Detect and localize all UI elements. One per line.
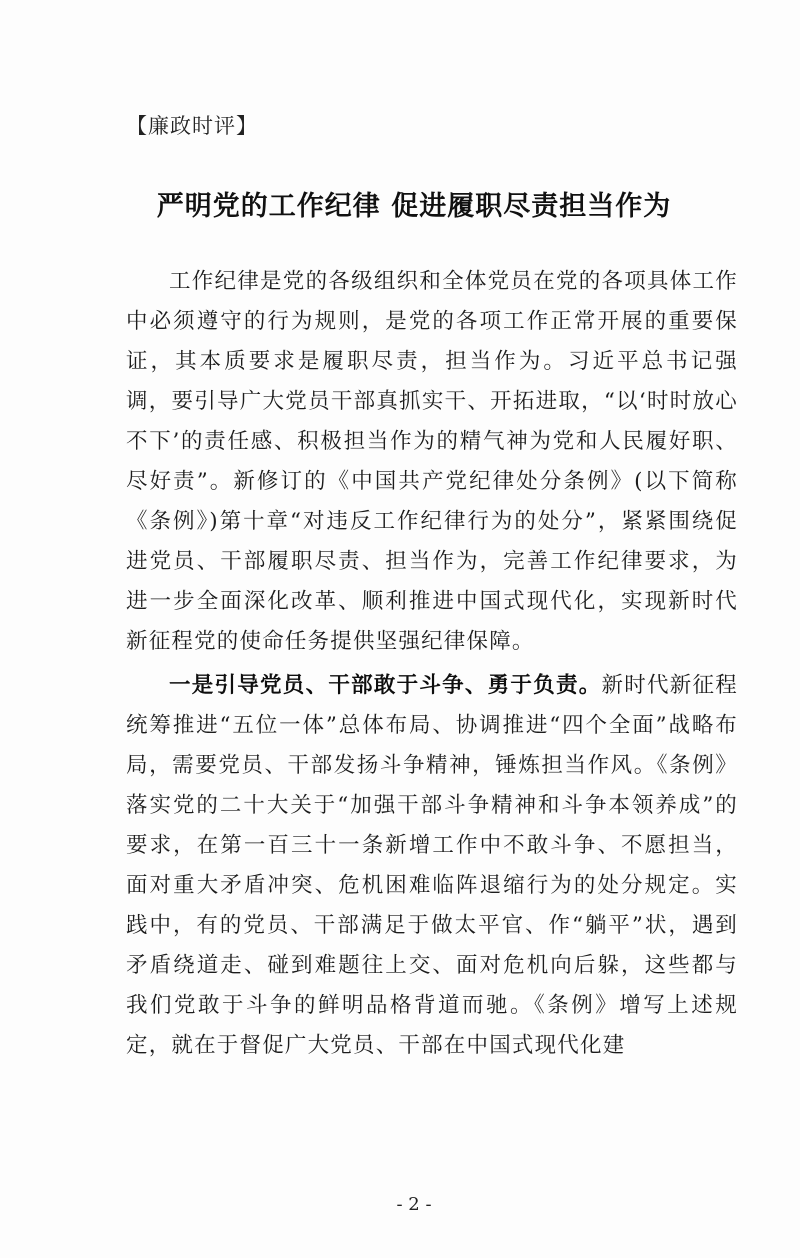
paragraph-2-text: 新时代新征程统筹推进“五位一体”总体布局、协调推进“四个全面”战略布局，需要党员、干部发扬斗争精神，锤炼担当作风。《条例》落实党的二十大关于“加强干部斗争精神和斗争本领养成”的要求，在第一百三十一条新增工作中不敢斗争、不愿担当，面对重大矛盾冲突、危机困难临阵退缩行为的处分规定。实践中，有的党员、干部满足于做太平官、作“躺平”状，遇到矛盾绕道走、碰到难题往上交、面对危机向后躲，这些都与我们党敢于斗争的鲜明品格背道而驰。《条例》增写上述规定，就在于督促广大党员、干部在中国式现代化建 xyxy=(126,673,738,1058)
paragraph-1-text: 工作纪律是党的各级组织和全体党员在党的各项具体工作中必须遵守的行为规则，是党的各项工作正常开展的重要保证，其本质要求是履职尽责，担当作为。习近平总书记强调，要引导广大党员干部真抓实干、开拓进取，“以‘时时放心不下’的责任感、积极担当作为的精气神为党和人民履好职、尽好责”。新修订的《中国共产党纪律处分条例》(以下简称《条例》)第十章“对违反工作纪律行为的处分”，紧紧围绕促进党员、干部履职尽责、担当作为，完善工作纪律要求，为进一步全面深化改革、顺利推进中国式现代化，实现新时代新征程党的使命任务提供坚强纪律保障。 xyxy=(126,269,738,654)
article-title: 严明党的工作纪律 促进履职尽责担当作为 xyxy=(156,191,672,222)
article-body xyxy=(126,262,738,1066)
paragraph-2 xyxy=(126,666,738,1066)
page-number: - 2 - xyxy=(396,1194,432,1215)
column-tag: 【廉政时评】 xyxy=(126,114,258,138)
paragraph-2-lead: 一是引导党员、干部敢于斗争、勇于负责。 xyxy=(169,673,602,698)
paragraph-1 xyxy=(126,262,738,662)
